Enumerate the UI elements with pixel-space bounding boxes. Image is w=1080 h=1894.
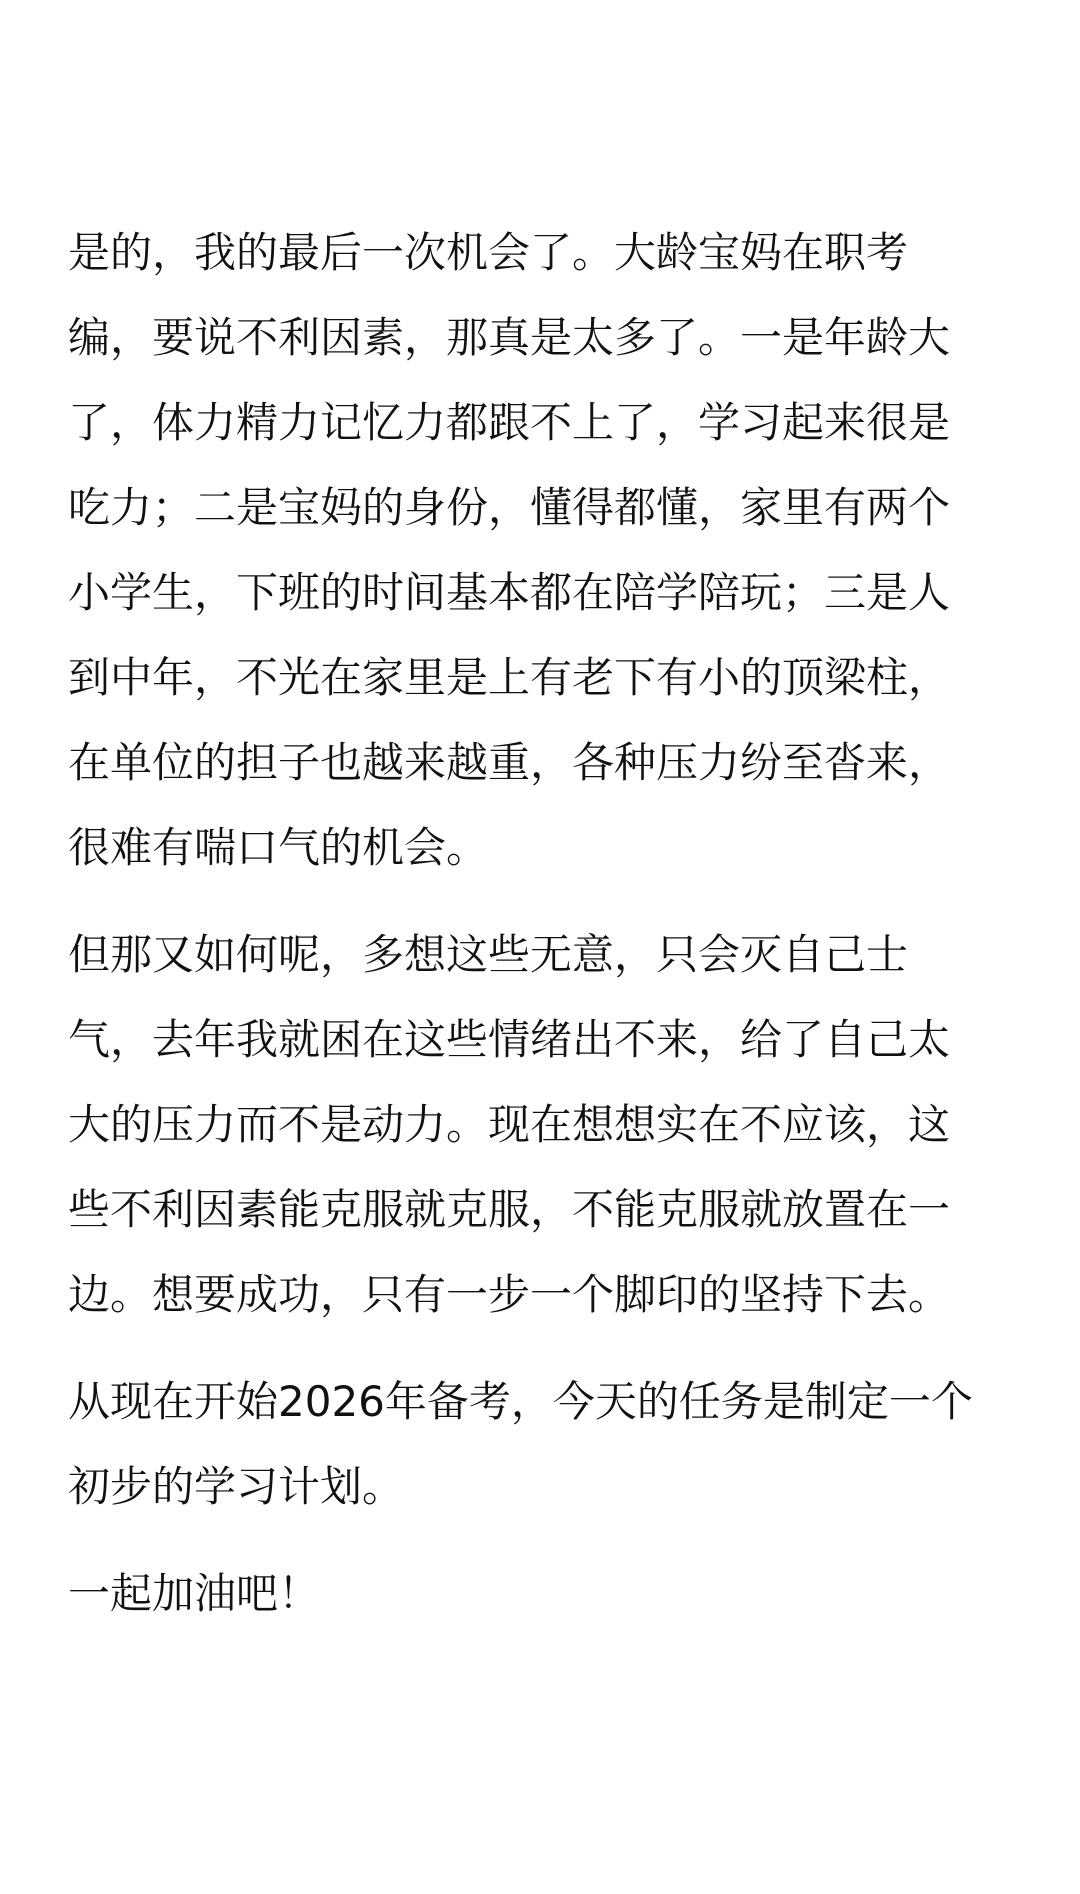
text-line: 一起加油吧！ xyxy=(68,1569,321,1618)
text-line: 些不利因素能克服就克服，不能克服就放置在一 xyxy=(68,1185,951,1234)
text-line: 小学生，下班的时间基本都在陪学陪玩；三是人 xyxy=(68,568,951,617)
text-line: 到中年，不光在家里是上有老下有小的顶梁柱， xyxy=(68,653,951,702)
article-body xyxy=(68,210,1028,1658)
text-line: 了，体力精力记忆力都跟不上了，学习起来很是 xyxy=(68,398,951,447)
paragraph-4 xyxy=(68,1551,1028,1636)
text-line: 吃力；二是宝妈的身份，懂得都懂，家里有两个 xyxy=(68,483,951,532)
text-line: 很难有喘口气的机会。 xyxy=(68,823,489,872)
text-line: 是的，我的最后一次机会了。大龄宝妈在职考 xyxy=(68,228,909,277)
paragraph-1 xyxy=(68,210,1028,890)
text-line: 在单位的担子也越来越重，各种压力纷至沓来， xyxy=(68,738,951,787)
paragraph-3 xyxy=(68,1359,1028,1529)
text-line: 编，要说不利因素，那真是太多了。一是年龄大 xyxy=(68,313,951,362)
text-line: 边。想要成功，只有一步一个脚印的坚持下去。 xyxy=(68,1270,951,1319)
text-line: 从现在开始2026年备考，今天的任务是制定一个 xyxy=(68,1377,973,1426)
text-line: 气，去年我就困在这些情绪出不来，给了自己太 xyxy=(68,1015,951,1064)
paragraph-2 xyxy=(68,912,1028,1337)
text-line: 但那又如何呢，多想这些无意，只会灭自己士 xyxy=(68,930,909,979)
text-line: 初步的学习计划。 xyxy=(68,1462,405,1511)
text-line: 大的压力而不是动力。现在想想实在不应该，这 xyxy=(68,1100,951,1149)
